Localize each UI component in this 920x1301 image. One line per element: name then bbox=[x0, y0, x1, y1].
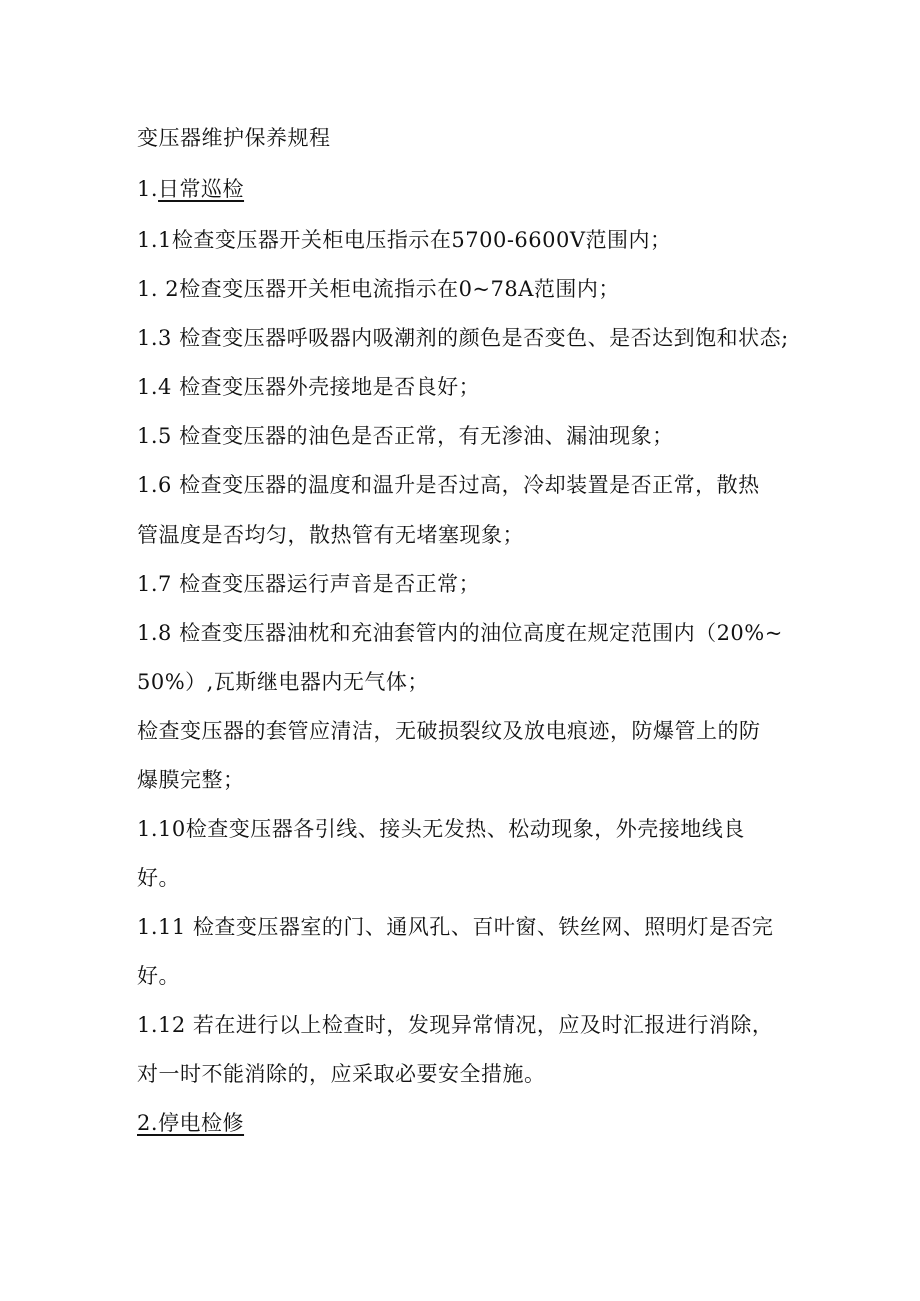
item-1-7: 1.7 检查变压器运行声音是否正常； bbox=[137, 572, 481, 596]
item-1-10-line-2: 好。 bbox=[137, 866, 180, 890]
section-1-number: 1. bbox=[137, 177, 159, 201]
section-1-heading bbox=[137, 175, 244, 203]
item-1-8-line-1: 1.8 检查变压器油枕和充油套管内的油位高度在规定范围内（20%~ bbox=[137, 621, 783, 645]
item-1-5: 1.5 检查变压器的油色是否正常，有无渗油、漏油现象； bbox=[137, 424, 674, 448]
item-1-3: 1.3 检查变压器呼吸器内吸潮剂的颜色是否变色、是否达到饱和状态; bbox=[137, 326, 789, 350]
item-1-6-line-1: 1.6 检查变压器的温度和温升是否过高，冷却装置是否正常，散热 bbox=[137, 473, 760, 497]
item-1-9-line-2: 爆膜完整； bbox=[137, 768, 245, 792]
item-1-9-line-1: 检查变压器的套管应清洁，无破损裂纹及放电痕迹，防爆管上的防 bbox=[137, 719, 761, 743]
item-1-4: 1.4 检查变压器外壳接地是否良好； bbox=[137, 375, 481, 399]
item-1-12-line-1: 1.12 若在进行以上检查时，发现异常情况，应及时汇报进行消除， bbox=[137, 1013, 774, 1037]
section-1-title: 日常巡检 bbox=[158, 177, 245, 201]
item-1-1: 1.1检查变压器开关柜电压指示在5700-6600V范围内； bbox=[137, 228, 672, 252]
item-1-2: 1. 2检查变压器开关柜电流指示在0~78A范围内； bbox=[137, 277, 620, 301]
document-title: 变压器维护保养规程 bbox=[137, 126, 331, 150]
item-1-11-line-1: 1.11 检查变压器室的门、通风孔、百叶窗、铁丝网、照明灯是否完 bbox=[137, 915, 774, 939]
item-1-8-line-2: 50%）,瓦斯继电器内无气体； bbox=[137, 670, 429, 694]
item-1-12-line-2: 对一时不能消除的，应采取必要安全措施。 bbox=[137, 1062, 546, 1086]
item-1-11-line-2: 好。 bbox=[137, 964, 180, 988]
section-2-heading bbox=[137, 1109, 244, 1137]
section-2-title: 2.停电检修 bbox=[137, 1111, 245, 1135]
item-1-10-line-1: 1.10检查变压器各引线、接头无发热、松动现象，外壳接地线良 bbox=[137, 817, 745, 841]
item-1-6-line-2: 管温度是否均匀，散热管有无堵塞现象； bbox=[137, 523, 524, 547]
